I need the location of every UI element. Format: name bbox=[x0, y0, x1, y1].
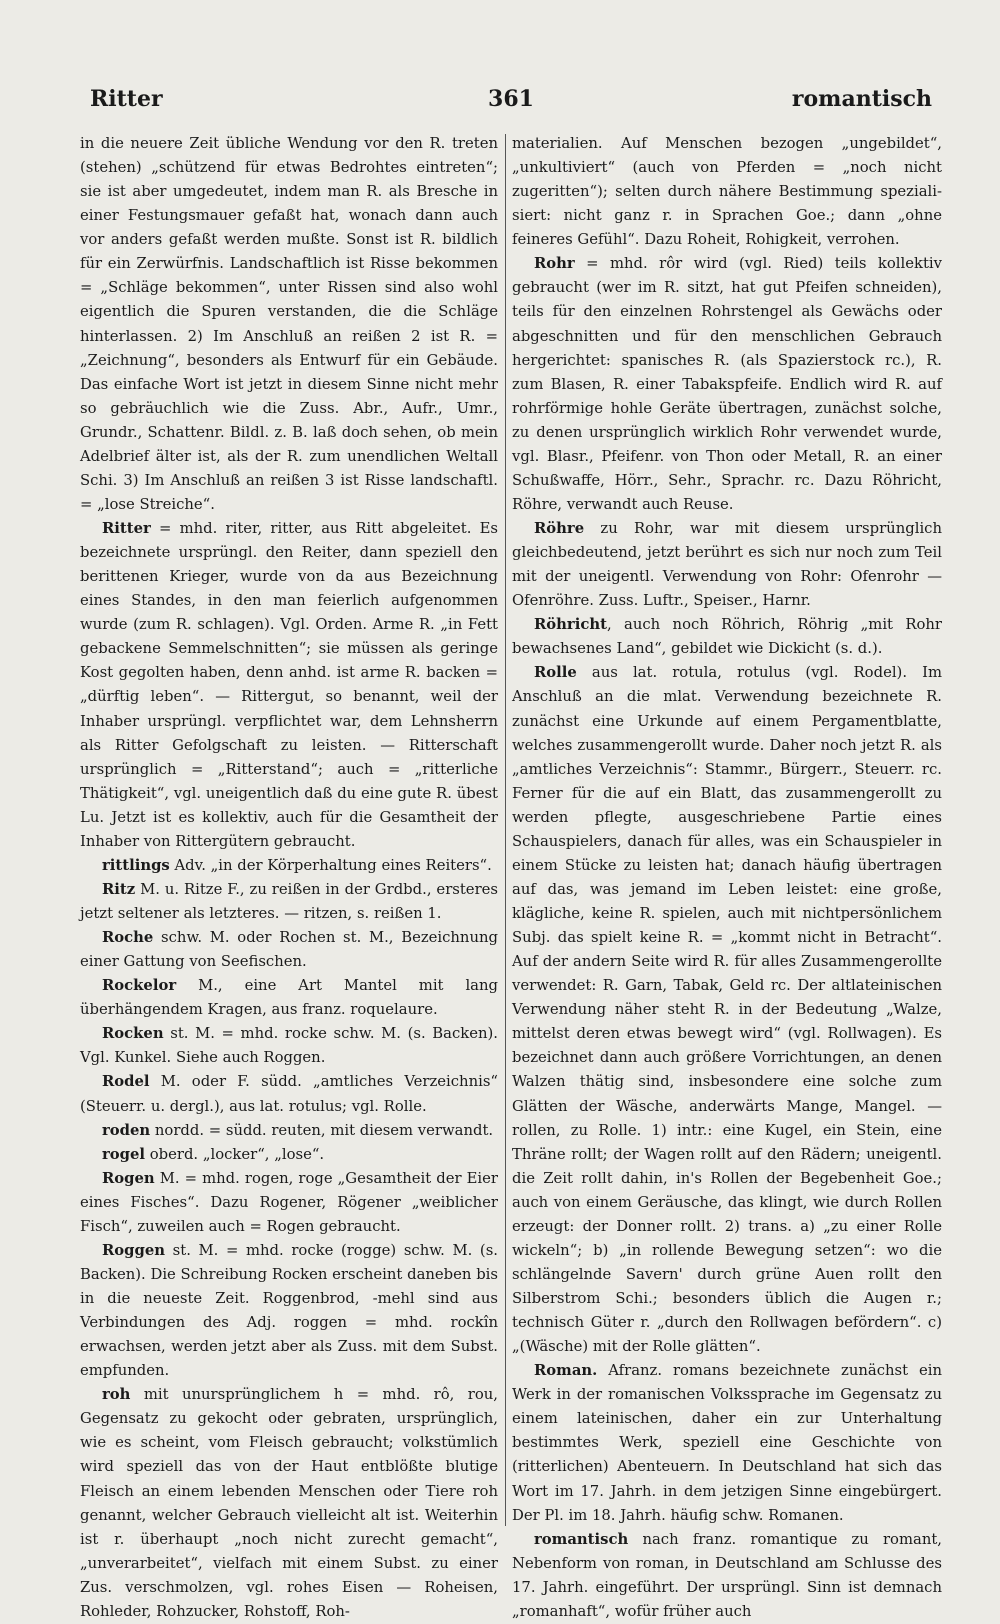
entry-rolle: Rolle aus lat. rotula, rotulus (vgl. Rodel). Im Anschluß an die mlat. Verwendung bezeichnete R. zunächst eine Urkunde auf einem Pergamentblatte, welches zusammengerollt wurde. Daher noch jetzt R. als „amtliches Verzeichnis“: Stammr., Bürgerr., Steuerr. rc. Ferner für die auf ein Blatt, das zusammengerollt zu werden pflegte, ausgeschriebene Partie eines Schauspielers, danach für alles, was ein Schauspieler in einem Stücke zu leisten hat; danach häufig übertragen auf das, was jemand im Leben leistet: eine große, klägliche, keine R. spielen, auch mit nichtpersönlichem Subj. das spielt keine R. = „kommt nicht in Betracht“. Auf der andern Seite wird R. für alles Zusammengerollte verwendet: R. Garn, Tabak, Geld rc. Der altlateinischen Verwendung näher steht R. in der Bedeutung „Walze, mittelst deren etwas bewegt wird“ (vgl. Rollwagen). Es bezeichnet dann auch größere Vorrichtungen, an denen Walzen thätig sind, insbesondere eine solche zum Glätten der Wäsche, anderwärts Mange, Mangel. — rollen, zu Rolle. 1) intr.: eine Kugel, ein Stein, eine Thräne rollt; der Wagen rollt auf den Rädern; uneigentl. die Zeit rollt dahin, in's Rollen der Begebenheit Goe.; auch von einem Geräusche, das klingt, wie durch Rollen erzeugt: der Donner rollt. 2) trans. a) „zu einer Rolle wickeln“; b) „in rollende Bewegung setzen“: wo die schlängelnde Savern' durch grüne Auen rollt den Silberstrom Schi.; besonders üblich die Augen r.; technisch Güter r. „durch den Rollwagen befördern“. c) „(Wäsche) mit der Rolle glätten“. bbox=[512, 664, 942, 1356]
page-header bbox=[80, 86, 942, 120]
entry-headword: Röhricht bbox=[534, 616, 607, 634]
entry-headword: Rodel bbox=[102, 1073, 150, 1091]
entry-headword: roden bbox=[102, 1121, 151, 1139]
entry-headword: Rohr bbox=[534, 255, 575, 273]
entry-headword: Ritter bbox=[102, 520, 151, 537]
entry-roehre: Röhre zu Rohr, war mit diesem ursprünglich gleichbedeutend, jetzt berührt es sich nur noch zum Teil mit der uneigentl. Verwendung von Rohr: Ofenrohr — Ofenröhre. Zuss. Luftr., Speiser., Harnr. bbox=[512, 520, 942, 610]
entry-headword: Ritz bbox=[102, 880, 136, 898]
left-column bbox=[80, 132, 498, 1620]
entry-roh: roh mit unursprünglichem h = mhd. rô, rou, Gegensatz zu gekocht oder gebraten, ursprünglich, wie es scheint, vom Fleisch gebraucht; volkstümlich wird speziell das von der Haut entblößte blutige Fleisch an einem lebenden Menschen oder Tiere roh genannt, welcher Gebrauch vielleicht alt ist. Weiterhin ist r. überhaupt „noch nicht zurecht gemacht“, „unverarbeitet“, vielfach mit einem Subst. zu einer Zus. verschmolzen, vgl. rohes Eisen — Roheisen, Rohleder, Rohzucker, Rohstoff, Roh- bbox=[80, 1386, 498, 1620]
entry-romantisch: romantisch nach franz. romantique zu romant, Nebenform von roman, in Deutschland am Schlusse des 17. Jahrh. eingeführt. Der ursprüngl. Sinn ist demnach „romanhaft“, wofür früher auch bbox=[512, 1530, 942, 1620]
entry-roman: Roman. Afranz. romans bezeichnete zunächst ein Werk in der romanischen Volkssprache im Gegensatz zu einem lateinischen, daher ein zur Unterhaltung bestimmtes Werk, speziell eine Geschichte von (ritterlichen) Abenteuern. In Deutschland hat sich das Wort im 17. Jahrh. in dem jetzigen Sinne eingebürgert. Der Pl. im 18. Jahrh. häufig schw. Romanen. bbox=[512, 1362, 942, 1524]
column-divider bbox=[505, 134, 506, 1526]
entry-ritter: Ritter = mhd. riter, ritter, aus Ritt abgeleitet. Es bezeichnete ursprüngl. den Reiter, dann speziell den berittenen Krieger, wurde von da aus Bezeichnung eines Standes, in den man feierlich aufgenommen wurde (zum R. schlagen). Vgl. Orden. Arme R. „in Fett gebackene Semmelschnitten“; sie müssen als geringe Kost gegolten haben, denn anhd. ist arme R. backen = „dürftig leben“. — Rittergut, so benannt, weil der Inhaber ursprüngl. verpflichtet war, dem Lehnsherrn als Ritter Gefolgschaft zu leisten. — Ritterschaft ursprünglich = „Ritterstand“; auch = „ritterliche Thätigkeit“, vgl. uneigentlich daß du eine gute R. übest Lu. Jetzt ist es kollektiv, auch für die Gesamtheit der Inhaber von Rittergütern gebraucht. bbox=[80, 520, 498, 850]
entry-rogen: Rogen M. = mhd. rogen, roge „Gesamtheit der Eier eines Fisches“. Dazu Rogener, Rögener „weiblicher Fisch“, zuweilen auch = Rogen gebraucht. bbox=[80, 1169, 498, 1235]
entry-headword: Roche bbox=[102, 929, 154, 947]
entry-headword: Rockelor bbox=[102, 977, 177, 995]
header-right-catchword: romantisch bbox=[791, 86, 932, 112]
entry-rockelor: Rockelor M., eine Art Mantel mit lang überhängendem Kragen, aus franz. roquelaure. bbox=[80, 977, 498, 1019]
entry-headword: Roman. bbox=[534, 1362, 598, 1380]
entry-headword: rogel bbox=[102, 1145, 146, 1163]
entry-rocken: Rocken st. M. = mhd. rocke schw. M. (s. Backen). Vgl. Kunkel. Siehe auch Roggen. bbox=[80, 1025, 498, 1067]
entry-rohr: Rohr = mhd. rôr wird (vgl. Ried) teils kollektiv gebraucht (wer im R. sitzt, hat gut Pfeifen schneiden), teils für den einzelnen Rohrstengel als Gewächs oder abgeschnitten und für den menschlichen Gebrauch hergerichtet: spanisches R. (als Spazierstock rc.), R. zum Blasen, R. einer Tabakspfeife. Endlich wird R. auf rohrförmige hohle Geräte übertragen, zunächst solche, zu denen ursprünglich wirklich Rohr verwendet wurde, vgl. Blasr., Pfeifenr. von Thon oder Metall, R. an einer Schußwaffe, Hörr., Sehr., Sprachr. rc. Dazu Röhricht, Röhre, verwandt auch Reuse. bbox=[512, 255, 942, 513]
entry-headword: Rocken bbox=[102, 1025, 164, 1043]
entry-roche: Roche schw. M. oder Rochen st. M., Bezeichnung einer Gattung von Seefischen. bbox=[80, 929, 498, 971]
entry-rodel: Rodel M. oder F. südd. „amtliches Verzeichnis“ (Steuerr. u. dergl.), aus lat. rotulus; vgl. Rolle. bbox=[80, 1073, 498, 1115]
entry-headword: Rogen bbox=[102, 1169, 155, 1187]
page-number: 361 bbox=[488, 86, 534, 112]
header-left-catchword: Ritter bbox=[90, 86, 163, 112]
entry-roggen: Roggen st. M. = mhd. rocke (rogge) schw. M. (s. Backen). Die Schreibung Rocken erscheint daneben bis in die neueste Zeit. Roggenbrod, -mehl sind aus Verbindungen des Adj. roggen = mhd. rockîn erwachsen, werden jetzt aber als Zuss. mit dem Subst. empfunden. bbox=[80, 1241, 498, 1380]
entry-headword: Röhre bbox=[534, 520, 585, 537]
entry-roehricht: Röhricht, auch noch Röhrich, Röhrig „mit Rohr bewachsenes Land“, gebildet wie Dickicht (s. d.). bbox=[512, 616, 942, 658]
entry-roden: roden nordd. = südd. reuten, mit diesem verwandt. bbox=[102, 1121, 494, 1139]
entry-continuation: in die neuere Zeit übliche Wendung vor den R. treten (stehen) „schützend für etwas Bedrohtes eintreten“; sie ist aber umgedeutet, indem man R. als Bresche in einer Festungsmauer gefaßt hat, wonach dann auch vor anders gefaßt werden mußte. Sonst ist R. bildlich für ein Zerwürfnis. Landschaftlich ist Risse bekommen = „Schläge bekommen“, unter Rissen sind also wohl eigentlich die Spuren verstanden, die die Schläge hinterlassen. 2) Im Anschluß an reißen 2 ist R. = „Zeichnung“, besonders als Entwurf für ein Gebäude. Das einfache Wort ist jetzt in diesem Sinne nicht mehr so gebräuchlich wie die Zuss. Abr., Aufr., Umr., Grundr., Schattenr. Bildl. z. B. laß doch sehen, ob mein Adelbrief älter ist, als der R. zum unendlichen Weltall Schi. 3) Im Anschluß an reißen 3 ist Risse landschaftl. = „lose Streiche“. bbox=[80, 135, 498, 513]
entry-rogel: rogel oberd. „locker“, „lose“. bbox=[102, 1145, 325, 1163]
right-column bbox=[512, 132, 942, 1620]
entry-headword: romantisch bbox=[534, 1530, 629, 1548]
entry-continuation: materialien. Auf Menschen bezogen „ungebildet“, „unkultiviert“ (auch von Pferden = „noch nicht zugeritten“); selten durch nähere Bestimmung speziali-siert: nicht ganz r. in Sprachen Goe.; dann „ohne feineres Gefühl“. Dazu Roheit, Rohigkeit, verrohen. bbox=[512, 135, 942, 249]
entry-ritz: Ritz M. u. Ritze F., zu reißen in der Grdbd., ersteres jetzt seltener als letzteres. — ritzen, s. reißen 1. bbox=[80, 880, 498, 922]
entry-rittlings: rittlings Adv. „in der Körperhaltung eines Reiters“. bbox=[102, 856, 492, 874]
entry-headword: rittlings bbox=[102, 856, 170, 874]
entry-headword: roh bbox=[102, 1386, 131, 1404]
entry-headword: Roggen bbox=[102, 1241, 166, 1259]
entry-headword: Rolle bbox=[534, 664, 577, 682]
